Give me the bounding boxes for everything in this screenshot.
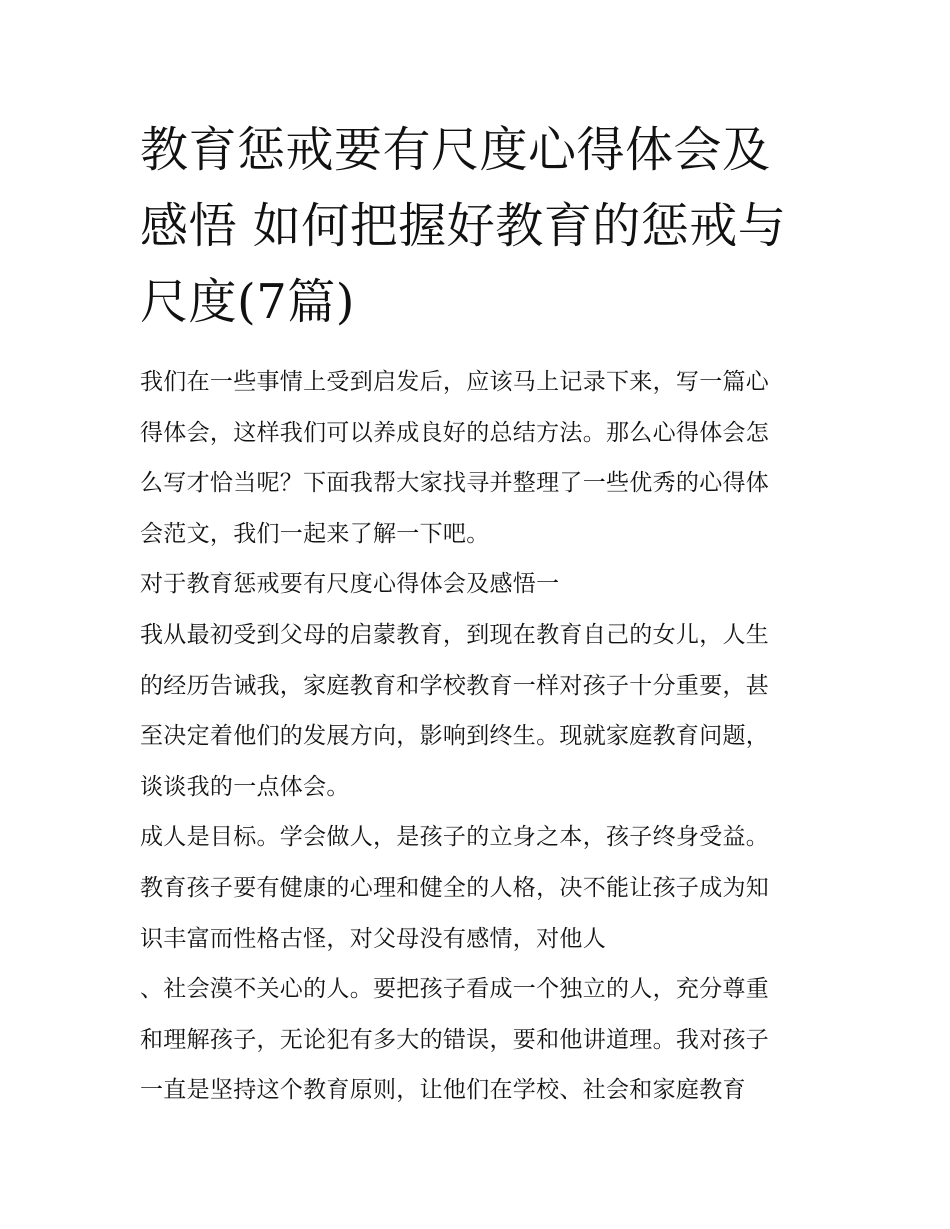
title-line: 尺度(7篇) [140, 274, 355, 330]
paragraph-line: 的经历告诫我，家庭教育和学校教育一样对孩子十分重要，甚 [140, 672, 770, 699]
paragraph-line: 至决定着他们的发展方向，影响到终生。现就家庭教育问题， [140, 723, 770, 750]
paragraph-line: 谈谈我的一点体会。 [140, 773, 350, 800]
title-line: 教育惩戒要有尺度心得体会及 [140, 122, 771, 178]
paragraph-line: 教育孩子要有健康的心理和健全的人格，决不能让孩子成为知 [140, 874, 770, 901]
paragraph-line: 我们在一些事情上受到启发后，应该马上记录下来，写一篇心 [140, 369, 770, 395]
paragraph-line: 成人是目标。学会做人，是孩子的立身之本，孩子终身受益。 [140, 824, 770, 851]
title-line: 感悟 如何把握好教育的惩戒与 [140, 198, 787, 254]
document-body [140, 357, 815, 1116]
paragraph-line: 我从最初受到父母的启蒙教育，到现在教育自己的女儿，人生 [140, 621, 770, 648]
document-content [140, 112, 815, 1116]
paragraph-line: 得体会，这样我们可以养成良好的总结方法。那么心得体会怎 [140, 419, 770, 446]
document-title [140, 112, 815, 340]
paragraph-line: 、社会漠不关心的人。要把孩子看成一个独立的人，充分尊重 [140, 976, 770, 1003]
paragraph-line: 么写才恰当呢？下面我帮大家找寻并整理了一些优秀的心得体 [140, 470, 770, 497]
section-heading: 对于教育惩戒要有尺度心得体会及感悟一 [140, 571, 560, 598]
paragraph-line: 会范文，我们一起来了解一下吧。 [140, 520, 490, 547]
paragraph-line: 和理解孩子，无论犯有多大的错误，要和他讲道理。我对孩子 [140, 1026, 770, 1053]
paragraph-line: 一直是坚持这个教育原则，让他们在学校、社会和家庭教育 [140, 1077, 746, 1104]
paragraph-line: 识丰富而性格古怪，对父母没有感情，对他人 [140, 925, 606, 952]
